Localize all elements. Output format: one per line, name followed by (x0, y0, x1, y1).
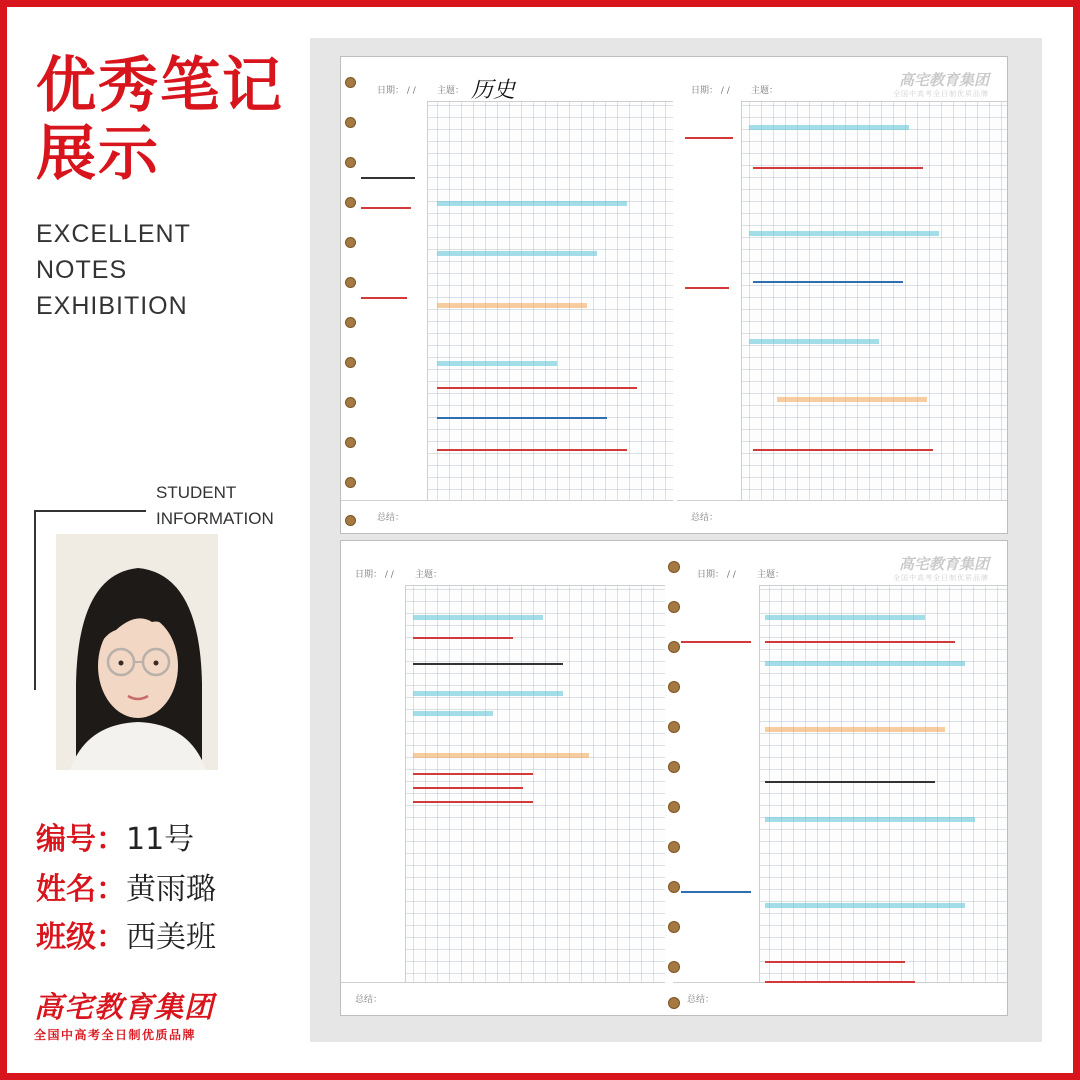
notebook-page-right (673, 541, 1007, 1015)
summary-label: 总结： (691, 513, 719, 523)
handwriting-line (765, 981, 915, 983)
handwriting-line (437, 387, 637, 389)
highlight-mark (765, 903, 965, 908)
binder-ring (345, 277, 356, 288)
handwriting-line (361, 177, 415, 179)
summary-label: 总结： (355, 995, 383, 1005)
notebook-page-left (341, 541, 665, 1015)
binder-ring (345, 437, 356, 448)
handwriting-line (413, 637, 513, 639)
binder-ring (668, 681, 680, 693)
handwriting-line (413, 801, 533, 803)
page-margin-column (673, 585, 760, 983)
handwriting-line (685, 137, 733, 139)
handwriting-line (413, 787, 523, 789)
handwriting-line (681, 641, 751, 643)
highlight-mark (749, 125, 909, 130)
handwriting-line (753, 167, 923, 169)
student-id-value: 11号 (126, 822, 195, 857)
page-header (677, 57, 1007, 102)
binder-ring (668, 761, 680, 773)
poster-subtitle-english: EXCELLENT NOTES EXHIBITION (36, 220, 191, 320)
binder-ring (345, 357, 356, 368)
page-footer (677, 500, 1007, 533)
poster-title: 优秀笔记 展示 (36, 51, 284, 189)
highlight-mark (765, 661, 965, 666)
highlight-mark (413, 691, 563, 696)
handwriting-line (765, 781, 935, 783)
handwriting-line (681, 891, 751, 893)
page-header (341, 541, 665, 586)
subject-title: 历史 (471, 78, 516, 103)
handwriting-line (753, 449, 933, 451)
student-id-line (36, 820, 194, 860)
binder-ring (668, 561, 680, 573)
binder-ring (668, 601, 680, 613)
student-name-label: 姓名： (36, 872, 126, 907)
highlight-mark (437, 251, 597, 256)
page-footer (341, 982, 665, 1015)
summary-label: 总结： (687, 995, 715, 1005)
notebook-page-left (341, 57, 673, 533)
page-header (673, 541, 1007, 586)
notebook-spread-bottom (340, 540, 1008, 1016)
highlight-mark (765, 817, 975, 822)
brand-slogan: 全国中高考全日制优质品牌 (34, 1028, 197, 1042)
page-header (341, 57, 673, 102)
handwriting-line (765, 641, 955, 643)
handwriting-line (685, 287, 729, 289)
student-class-label: 班级： (36, 920, 126, 955)
handwriting-line (765, 961, 905, 963)
binder-ring (345, 317, 356, 328)
highlight-mark (777, 397, 927, 402)
highlight-mark (437, 361, 557, 366)
binder-ring (668, 881, 680, 893)
topic-label: 主题： (415, 570, 443, 580)
binder-ring (345, 157, 356, 168)
page-margin-column (341, 585, 406, 983)
student-information-label: STUDENT INFORMATION (156, 483, 274, 528)
handwriting-line (413, 773, 533, 775)
photo-frame-line-top (34, 510, 146, 512)
highlight-mark (413, 615, 543, 620)
handwriting-line (361, 207, 411, 209)
highlight-mark (413, 711, 493, 716)
topic-label: 主题： (751, 86, 779, 96)
date-label: 日期： / / (377, 86, 416, 96)
binder-ring (668, 997, 680, 1009)
binder-ring (345, 237, 356, 248)
date-label: 日期： / / (697, 570, 736, 580)
date-label: 日期： / / (355, 570, 394, 580)
binder-ring (668, 961, 680, 973)
student-photo (56, 534, 218, 770)
student-name-value: 黄雨璐 (126, 872, 216, 907)
page-watermark (893, 555, 989, 583)
topic-label: 主题： (437, 86, 465, 96)
student-name-line (36, 870, 216, 910)
page-margin-column (677, 101, 742, 501)
date-label: 日期： / / (691, 86, 730, 96)
watermark-slogan: 全国中高考全日制优质品牌 (893, 574, 989, 582)
watermark-name: 高宅教育集团 (898, 555, 989, 573)
highlight-mark (413, 753, 589, 758)
binder-ring (345, 477, 356, 488)
highlight-mark (765, 727, 945, 732)
handwriting-line (437, 449, 627, 451)
page-footer (341, 500, 673, 533)
highlight-mark (437, 303, 587, 308)
handwriting-line (361, 297, 407, 299)
binder-ring (668, 801, 680, 813)
highlight-mark (765, 615, 925, 620)
page-footer (673, 982, 1007, 1015)
binder-ring (345, 197, 356, 208)
highlight-mark (749, 339, 879, 344)
binder-ring (345, 77, 356, 88)
handwriting-line (753, 281, 903, 283)
binder-ring (668, 921, 680, 933)
handwriting-line (413, 663, 563, 665)
brand-logo-name: 高宅教育集团 (34, 990, 215, 1024)
binder-ring (668, 641, 680, 653)
photo-frame-line-left (34, 510, 36, 690)
notebook-page-right (677, 57, 1007, 533)
page-watermark (893, 71, 989, 99)
binder-ring (345, 397, 356, 408)
binder-ring (345, 117, 356, 128)
binder-ring (668, 841, 680, 853)
student-portrait-image (56, 534, 218, 770)
watermark-name: 高宅教育集团 (898, 71, 989, 89)
summary-label: 总结： (377, 513, 405, 523)
topic-label: 主题： (757, 570, 785, 580)
student-id-label: 编号： (36, 822, 126, 857)
handwriting-line (437, 417, 607, 419)
watermark-slogan: 全国中高考全日制优质品牌 (893, 90, 989, 98)
highlight-mark (749, 231, 939, 236)
highlight-mark (437, 201, 627, 206)
notebook-spread-top (340, 56, 1008, 534)
binder-ring (668, 721, 680, 733)
student-class-value: 西美班 (126, 920, 216, 955)
binder-ring (345, 515, 356, 526)
student-class-line (36, 918, 216, 958)
